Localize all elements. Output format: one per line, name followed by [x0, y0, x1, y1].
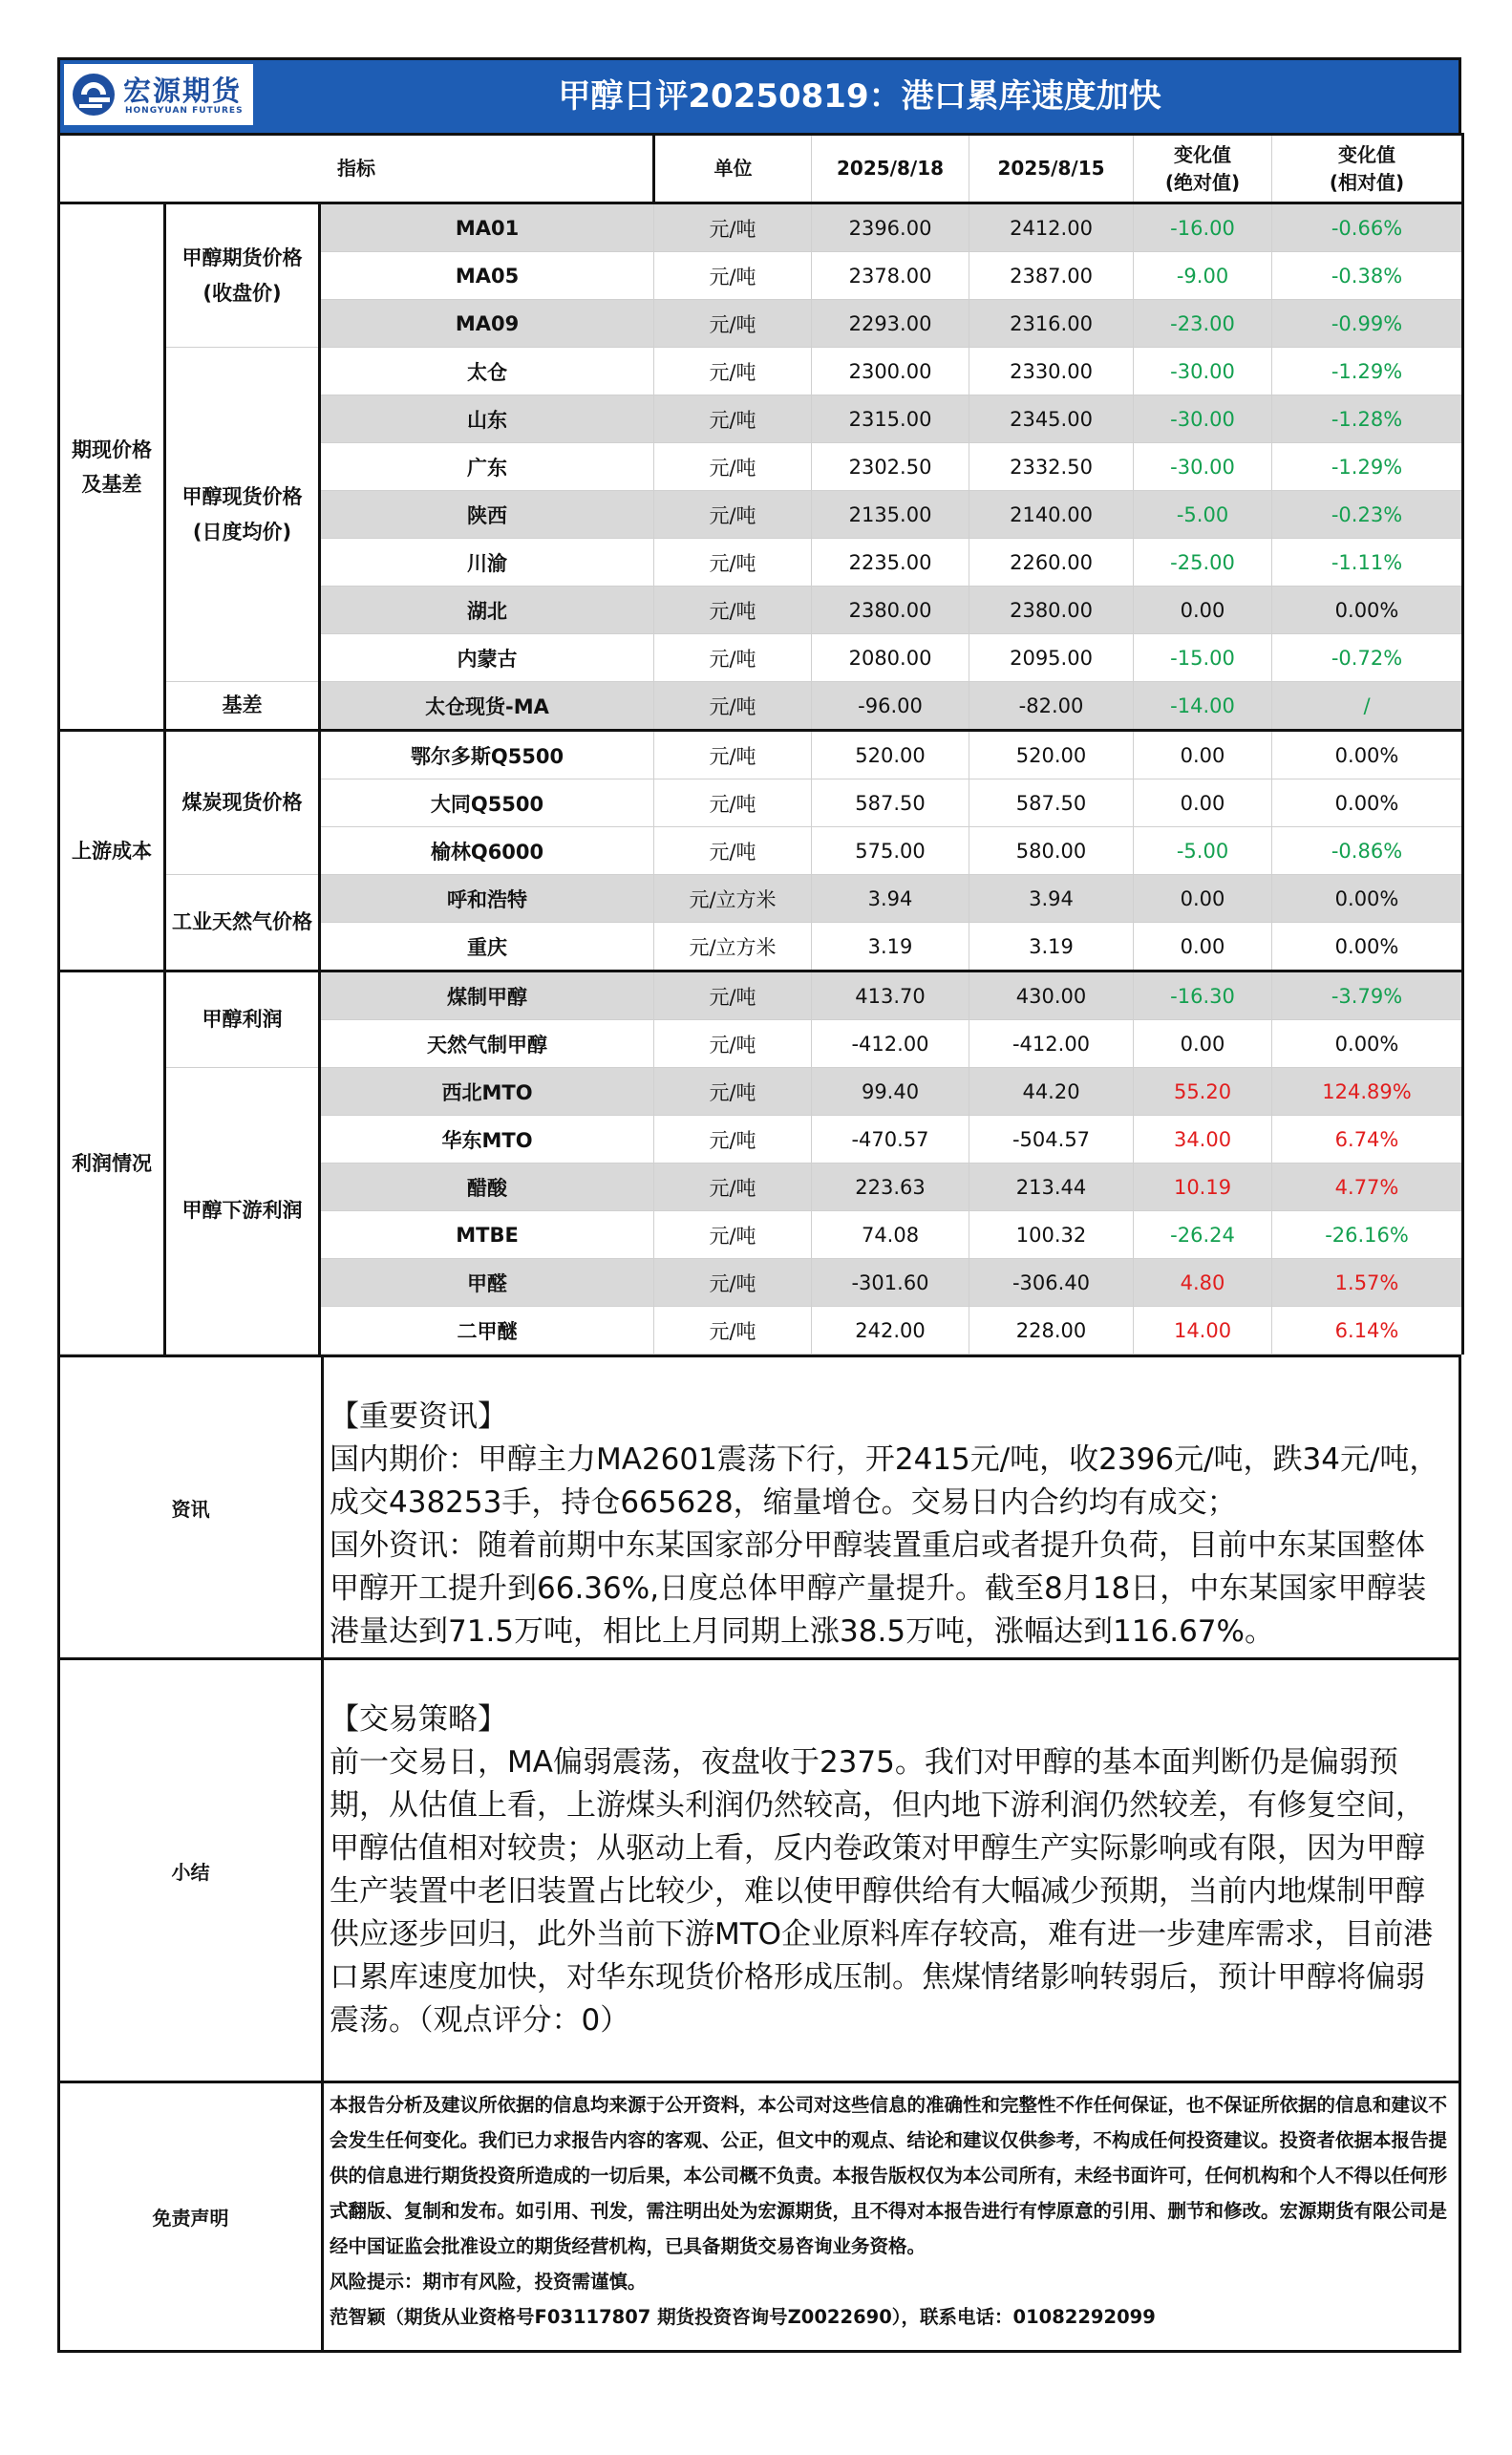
summary-heading: 【交易策略】 — [330, 1702, 507, 1737]
row-change-rel: 0.00% — [1272, 875, 1463, 923]
row-value-date2: 430.00 — [969, 971, 1134, 1020]
row-change-abs: -23.00 — [1134, 300, 1272, 348]
row-unit: 元/立方米 — [654, 923, 812, 971]
row-value-date1: 520.00 — [812, 731, 969, 779]
row-value-date2: 2095.00 — [969, 634, 1134, 682]
analyst-info: 范智颖（期货从业资格号F03117807 期货投资咨询号Z0022690），联系电话：01082292099 — [330, 2306, 1156, 2328]
row-unit: 元/吨 — [654, 443, 812, 491]
col-header-change-rel — [1272, 135, 1463, 203]
row-unit: 元/吨 — [654, 634, 812, 682]
row-unit: 元/吨 — [654, 731, 812, 779]
row-indicator-name: MA01 — [320, 203, 654, 252]
row-value-date2: 2140.00 — [969, 491, 1134, 539]
row-change-abs: -9.00 — [1134, 252, 1272, 300]
table-row — [59, 682, 1463, 731]
row-value-date1: -470.57 — [812, 1116, 969, 1163]
row-change-abs: -16.00 — [1134, 203, 1272, 252]
row-value-date2: 228.00 — [969, 1307, 1134, 1355]
row-change-abs: -16.30 — [1134, 971, 1272, 1020]
row-unit: 元/吨 — [654, 252, 812, 300]
row-indicator-name: 华东MTO — [320, 1116, 654, 1163]
table-row — [59, 971, 1463, 1020]
row-change-rel: / — [1272, 682, 1463, 731]
row-value-date2: 580.00 — [969, 827, 1134, 875]
disclaimer-paragraph: 本报告分析及建议所依据的信息均来源于公开资料，本公司对这些信息的准确性和完整性不作任何保证，也不保证所依据的信息和建议不会发生任何变化。我们已力求报告内容的客观、公正，但文中的观点、结论和建议仅供参考，不构成任何投资建议。投资者依据本报告提供的信息进行期货投资所造成的一切后果，本公司概不负责。本报告版权仅为本公司所有，未经书面许可，任何机构和个人不得以任何形式翻版、复制和发布。如引用、刊发，需注明出处为宏源期货，且不得对本报告进行有悖原意的引用、删节和修改。宏源期货有限公司是经中国证监会批准设立的期货经营机构，已具备期货交易咨询业务资格。 — [330, 2094, 1448, 2257]
row-unit: 元/吨 — [654, 1116, 812, 1163]
table-row — [59, 348, 1463, 395]
row-value-date1: 2080.00 — [812, 634, 969, 682]
row-value-date2: -412.00 — [969, 1020, 1134, 1068]
row-indicator-name: 陕西 — [320, 491, 654, 539]
row-change-abs: 14.00 — [1134, 1307, 1272, 1355]
news-label: 资讯 — [59, 1356, 323, 1659]
row-value-date1: 2380.00 — [812, 587, 969, 634]
row-change-abs: 0.00 — [1134, 731, 1272, 779]
subcategory-basis: 基差 — [165, 682, 320, 731]
row-indicator-name: 大同Q5500 — [320, 779, 654, 827]
row-value-date2: 2387.00 — [969, 252, 1134, 300]
category-price — [59, 203, 165, 731]
row-unit: 元/立方米 — [654, 875, 812, 923]
row-change-abs: -30.00 — [1134, 395, 1272, 443]
row-value-date2: 3.94 — [969, 875, 1134, 923]
news-content — [323, 1356, 1460, 1659]
row-value-date1: 242.00 — [812, 1307, 969, 1355]
row-change-rel: -1.29% — [1272, 443, 1463, 491]
col-header-unit: 单位 — [654, 135, 812, 203]
row-unit: 元/吨 — [654, 300, 812, 348]
row-unit: 元/吨 — [654, 587, 812, 634]
row-unit: 元/吨 — [654, 1163, 812, 1211]
row-change-rel: 0.00% — [1272, 923, 1463, 971]
row-indicator-name: MA05 — [320, 252, 654, 300]
row-value-date1: 99.40 — [812, 1068, 969, 1116]
row-unit: 元/吨 — [654, 779, 812, 827]
report-sheet — [57, 57, 1461, 2353]
subcategory-coal: 煤炭现货价格 — [165, 731, 320, 875]
row-value-date2: -82.00 — [969, 682, 1134, 731]
row-unit: 元/吨 — [654, 1068, 812, 1116]
row-value-date2: 213.44 — [969, 1163, 1134, 1211]
row-value-date2: 2380.00 — [969, 587, 1134, 634]
summary-section — [59, 1659, 1460, 2082]
row-indicator-name: 山东 — [320, 395, 654, 443]
col-header-change-rel-line2: (相对值) — [1329, 170, 1405, 194]
row-indicator-name: 鄂尔多斯Q5500 — [320, 731, 654, 779]
row-indicator-name: MTBE — [320, 1211, 654, 1259]
row-indicator-name: 广东 — [320, 443, 654, 491]
row-indicator-name: 呼和浩特 — [320, 875, 654, 923]
table-row — [59, 1068, 1463, 1116]
logo-chinese-name: 宏源期货 — [123, 75, 243, 107]
row-change-abs: 34.00 — [1134, 1116, 1272, 1163]
row-change-rel: 6.14% — [1272, 1307, 1463, 1355]
row-value-date1: 2235.00 — [812, 539, 969, 587]
row-change-abs: 10.19 — [1134, 1163, 1272, 1211]
row-value-date2: 2330.00 — [969, 348, 1134, 395]
col-header-change-abs-line2: (绝对值) — [1164, 170, 1241, 194]
row-indicator-name: 榆林Q6000 — [320, 827, 654, 875]
row-value-date1: 74.08 — [812, 1211, 969, 1259]
disclaimer-content — [323, 2082, 1460, 2352]
subcategory-spot-line1: 甲醇现货价格 — [181, 484, 303, 508]
row-value-date2: 2412.00 — [969, 203, 1134, 252]
row-unit: 元/吨 — [654, 1259, 812, 1307]
col-header-date2: 2025/8/15 — [969, 135, 1134, 203]
row-indicator-name: 甲醛 — [320, 1259, 654, 1307]
col-header-indicator: 指标 — [59, 135, 654, 203]
category-price-line1: 期现价格 — [72, 438, 152, 461]
row-value-date1: 3.19 — [812, 923, 969, 971]
row-indicator-name: 西北MTO — [320, 1068, 654, 1116]
row-value-date2: 2316.00 — [969, 300, 1134, 348]
summary-paragraph: 前一交易日，MA偏弱震荡，夜盘收于2375。我们对甲醇的基本面判断仍是偏弱预期，从估值上看，上游煤头利润仍然较高，但内地下游利润仍然较差，有修复空间，甲醇估值相对较贵；从驱动上看，反内卷政策对甲醇生产实际影响或有限，因为甲醇生产装置中老旧装置占比较少，难以使甲醇供给有大幅减少预期，当前内地煤制甲醇供应逐步回归，此外当前下游MTO企业原料库存较高，难有进一步建库需求，目前港口累库速度加快，对华东现货价格形成压制。焦煤情绪影响转弱后，预计甲醇将偏弱震荡。（观点评分：0） — [330, 1745, 1434, 2038]
row-value-date1: 2315.00 — [812, 395, 969, 443]
row-change-rel: 0.00% — [1272, 731, 1463, 779]
news-heading: 【重要资讯】 — [330, 1399, 507, 1434]
row-value-date2: 2345.00 — [969, 395, 1134, 443]
subcategory-profit: 甲醇利润 — [165, 971, 320, 1068]
row-change-rel: 0.00% — [1272, 587, 1463, 634]
table-header-row — [59, 135, 1463, 203]
row-change-rel: -1.29% — [1272, 348, 1463, 395]
row-change-abs: 55.20 — [1134, 1068, 1272, 1116]
row-indicator-name: 太仓现货-MA — [320, 682, 654, 731]
col-header-date1: 2025/8/18 — [812, 135, 969, 203]
news-paragraph-domestic: 国内期价：甲醇主力MA2601震荡下行，开2415元/吨，收2396元/吨，跌34元/吨，成交438253手，持仓665628，缩量增仓。交易日内合约均有成交； — [330, 1442, 1439, 1520]
row-unit: 元/吨 — [654, 491, 812, 539]
row-change-abs: -26.24 — [1134, 1211, 1272, 1259]
subcategory-gas: 工业天然气价格 — [165, 875, 320, 971]
row-value-date2: -306.40 — [969, 1259, 1134, 1307]
row-indicator-name: 天然气制甲醇 — [320, 1020, 654, 1068]
summary-content — [323, 1659, 1460, 2082]
row-value-date2: 2260.00 — [969, 539, 1134, 587]
row-unit: 元/吨 — [654, 539, 812, 587]
row-indicator-name: 川渝 — [320, 539, 654, 587]
row-value-date1: 587.50 — [812, 779, 969, 827]
row-change-abs: -15.00 — [1134, 634, 1272, 682]
row-unit: 元/吨 — [654, 1211, 812, 1259]
row-unit: 元/吨 — [654, 827, 812, 875]
category-cost: 上游成本 — [59, 731, 165, 971]
row-change-rel: 1.57% — [1272, 1259, 1463, 1307]
row-change-rel: -1.28% — [1272, 395, 1463, 443]
row-change-rel: 6.74% — [1272, 1116, 1463, 1163]
row-change-abs: -25.00 — [1134, 539, 1272, 587]
row-change-abs: 0.00 — [1134, 1020, 1272, 1068]
row-change-abs: -30.00 — [1134, 348, 1272, 395]
row-value-date1: 575.00 — [812, 827, 969, 875]
row-value-date1: 2300.00 — [812, 348, 969, 395]
row-unit: 元/吨 — [654, 682, 812, 731]
row-change-rel: 124.89% — [1272, 1068, 1463, 1116]
subcategory-spot-line2: (日度均价) — [192, 520, 292, 544]
row-indicator-name: 煤制甲醇 — [320, 971, 654, 1020]
row-change-abs: -5.00 — [1134, 827, 1272, 875]
row-indicator-name: MA09 — [320, 300, 654, 348]
row-indicator-name: 重庆 — [320, 923, 654, 971]
row-unit: 元/吨 — [654, 971, 812, 1020]
row-indicator-name: 湖北 — [320, 587, 654, 634]
row-value-date2: 520.00 — [969, 731, 1134, 779]
row-change-rel: -0.86% — [1272, 827, 1463, 875]
data-table — [57, 133, 1464, 1355]
row-change-rel: -0.23% — [1272, 491, 1463, 539]
col-header-change-abs — [1134, 135, 1272, 203]
row-indicator-name: 太仓 — [320, 348, 654, 395]
row-value-date2: 3.19 — [969, 923, 1134, 971]
row-change-rel: -0.72% — [1272, 634, 1463, 682]
row-indicator-name: 醋酸 — [320, 1163, 654, 1211]
row-unit: 元/吨 — [654, 1020, 812, 1068]
row-change-abs: -30.00 — [1134, 443, 1272, 491]
text-sections — [57, 1355, 1461, 2353]
report-header — [57, 57, 1461, 133]
news-section — [59, 1356, 1460, 1659]
col-header-change-rel-line1: 变化值 — [1338, 142, 1396, 166]
row-value-date1: 2378.00 — [812, 252, 969, 300]
subcategory-spot — [165, 348, 320, 682]
category-price-line2: 及基差 — [81, 472, 142, 496]
disclaimer-label: 免责声明 — [59, 2082, 323, 2352]
row-unit: 元/吨 — [654, 1307, 812, 1355]
row-value-date1: 3.94 — [812, 875, 969, 923]
row-change-abs: 4.80 — [1134, 1259, 1272, 1307]
row-unit: 元/吨 — [654, 348, 812, 395]
row-change-rel: 0.00% — [1272, 1020, 1463, 1068]
risk-warning: 风险提示：期市有风险，投资需谨慎。 — [330, 2271, 647, 2293]
row-change-rel: -0.99% — [1272, 300, 1463, 348]
row-unit: 元/吨 — [654, 203, 812, 252]
row-change-rel: -3.79% — [1272, 971, 1463, 1020]
col-header-change-abs-line1: 变化值 — [1174, 142, 1232, 166]
row-change-abs: 0.00 — [1134, 923, 1272, 971]
row-value-date2: 44.20 — [969, 1068, 1134, 1116]
row-value-date1: 2135.00 — [812, 491, 969, 539]
news-paragraph-foreign: 国外资讯：随着前期中东某国家部分甲醇装置重启或者提升负荷，目前中东某国整体甲醇开工提升到66.36%,日度总体甲醇产量提升。截至8月18日，中东某国家甲醇装港量达到71.5万吨，相比上月同期上涨38.5万吨，涨幅达到116.67%。 — [330, 1528, 1427, 1649]
logo-english-name: HONGYUAN FUTURES — [125, 106, 244, 116]
row-change-abs: -5.00 — [1134, 491, 1272, 539]
company-logo — [64, 64, 253, 125]
row-indicator-name: 二甲醚 — [320, 1307, 654, 1355]
row-unit: 元/吨 — [654, 395, 812, 443]
row-change-rel: 0.00% — [1272, 779, 1463, 827]
row-value-date1: 223.63 — [812, 1163, 969, 1211]
row-change-rel: -0.38% — [1272, 252, 1463, 300]
subcategory-futures-line2: (收盘价) — [202, 281, 282, 305]
table-row — [59, 731, 1463, 779]
row-change-abs: 0.00 — [1134, 875, 1272, 923]
row-value-date1: -96.00 — [812, 682, 969, 731]
row-value-date2: 587.50 — [969, 779, 1134, 827]
report-title: 甲醇日评20250819：港口累库速度加快 — [558, 77, 1161, 116]
table-row — [59, 203, 1463, 252]
row-change-rel: -1.11% — [1272, 539, 1463, 587]
row-change-abs: 0.00 — [1134, 779, 1272, 827]
row-change-rel: -26.16% — [1272, 1211, 1463, 1259]
row-indicator-name: 内蒙古 — [320, 634, 654, 682]
table-row — [59, 875, 1463, 923]
subcategory-futures-line1: 甲醇期货价格 — [181, 246, 303, 269]
subcategory-futures — [165, 203, 320, 348]
row-change-abs: 0.00 — [1134, 587, 1272, 634]
summary-label: 小结 — [59, 1659, 323, 2082]
row-value-date1: 413.70 — [812, 971, 969, 1020]
row-value-date2: 2332.50 — [969, 443, 1134, 491]
row-value-date2: 100.32 — [969, 1211, 1134, 1259]
row-change-rel: -0.66% — [1272, 203, 1463, 252]
category-profit: 利润情况 — [59, 971, 165, 1355]
company-logo-icon — [72, 73, 116, 117]
subcategory-downstream: 甲醇下游利润 — [165, 1068, 320, 1355]
row-change-rel: 4.77% — [1272, 1163, 1463, 1211]
row-value-date2: -504.57 — [969, 1116, 1134, 1163]
row-value-date1: 2302.50 — [812, 443, 969, 491]
row-value-date1: -412.00 — [812, 1020, 969, 1068]
row-value-date1: 2396.00 — [812, 203, 969, 252]
disclaimer-section — [59, 2082, 1460, 2352]
row-value-date1: -301.60 — [812, 1259, 969, 1307]
row-value-date1: 2293.00 — [812, 300, 969, 348]
row-change-abs: -14.00 — [1134, 682, 1272, 731]
